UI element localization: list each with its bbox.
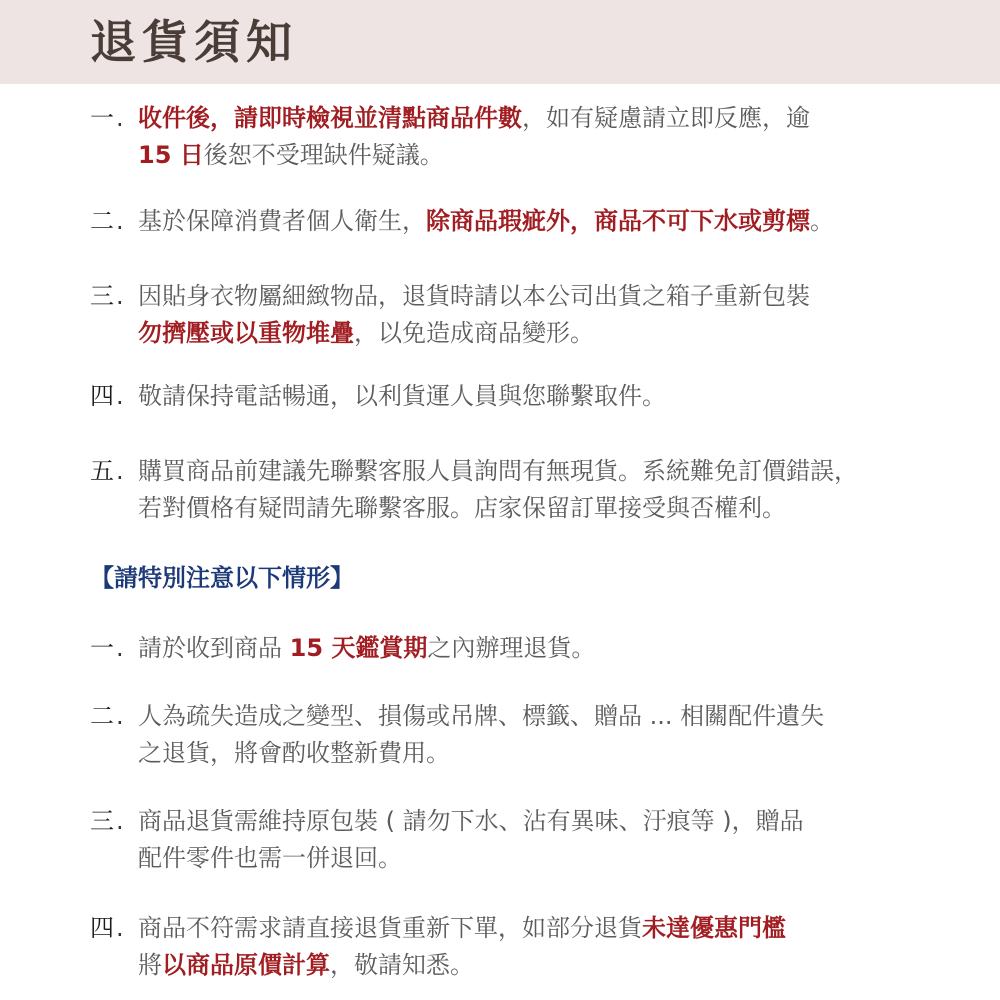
body-text: 之內辦理退貨。: [427, 634, 596, 662]
body-text: ，敬請知悉。: [330, 951, 474, 979]
rule-item-1: [90, 100, 810, 174]
item-number-marker: 四.: [90, 382, 124, 410]
item-number-marker: 三.: [90, 282, 124, 310]
notice-item-2: [90, 698, 824, 772]
item-line: [90, 634, 595, 662]
item-line: [90, 457, 858, 485]
item-number-marker: 四.: [90, 914, 124, 942]
body-text: 若對價格有疑問請先聯繫客服。店家保留訂單接受與否權利。: [138, 494, 786, 522]
item-line: [90, 137, 810, 174]
header-band: [0, 0, 1000, 84]
emphasis-text: 15 天鑑賞期: [289, 634, 428, 662]
item-number-marker: 一.: [90, 634, 124, 662]
item-line: [90, 315, 810, 352]
emphasis-text: 以商品原價計算: [162, 951, 330, 979]
item-number-marker: 二.: [90, 702, 124, 730]
item-line: [90, 840, 804, 877]
notice-item-4: [90, 910, 786, 984]
item-number-marker: 一.: [90, 104, 124, 132]
item-line: [90, 914, 786, 942]
item-line: [90, 207, 834, 235]
item-line: [90, 735, 824, 772]
item-line: [90, 807, 804, 835]
page-title: 退貨須知: [90, 15, 298, 69]
body-text: 商品退貨需維持原包裝 ( 請勿下水、沾有異味、汙痕等 )，贈品: [138, 807, 804, 835]
body-text: ，如有疑慮請立即反應，逾: [522, 104, 810, 132]
emphasis-text: 除商品瑕疵外，商品不可下水或剪標: [426, 207, 810, 235]
item-number-marker: 二.: [90, 207, 124, 235]
item-line: [90, 702, 824, 730]
item-line: [90, 282, 810, 310]
emphasis-text: 未達優惠門檻: [642, 914, 786, 942]
body-text: 請於收到商品: [138, 634, 290, 662]
item-line: [90, 104, 810, 132]
rule-item-3: [90, 278, 810, 352]
body-text: ，以免造成商品變形。: [354, 319, 594, 347]
item-line: [90, 947, 786, 984]
body-text: 基於保障消費者個人衛生，: [138, 207, 426, 235]
rule-item-5: [90, 453, 858, 527]
item-number-marker: 五.: [90, 457, 124, 485]
emphasis-text: 收件後，請即時檢視並清點商品件數: [138, 104, 522, 132]
notice-item-1: [90, 630, 595, 667]
body-text: 因貼身衣物屬細緻物品，退貨時請以本公司出貨之箱子重新包裝: [138, 282, 810, 310]
body-text: 敬請保持電話暢通，以利貨運人員與您聯繫取件。: [138, 382, 666, 410]
body-text: 。: [810, 207, 834, 235]
body-text: 購買商品前建議先聯繫客服人員詢問有無現貨。系統難免訂價錯誤，: [138, 457, 858, 485]
rule-item-4: [90, 378, 666, 415]
body-text: 配件零件也需一併退回。: [138, 844, 402, 872]
body-text: 商品不符需求請直接退貨重新下單，如部分退貨: [138, 914, 642, 942]
rule-item-2: [90, 203, 834, 240]
body-text: 將: [138, 951, 162, 979]
item-line: [90, 490, 858, 527]
emphasis-text: 15 日: [138, 141, 204, 169]
notice-item-3: [90, 803, 804, 877]
body-text: 人為疏失造成之變型、損傷或吊牌、標籤、贈品 ... 相關配件遺失: [138, 702, 825, 730]
body-text: 後恕不受理缺件疑議。: [203, 141, 444, 169]
item-number-marker: 三.: [90, 807, 124, 835]
emphasis-text: 勿擠壓或以重物堆疊: [138, 319, 354, 347]
body-text: 之退貨，將會酌收整新費用。: [138, 739, 450, 767]
item-line: [90, 382, 666, 410]
notice-heading: 【請特別注意以下情形】: [90, 564, 354, 592]
